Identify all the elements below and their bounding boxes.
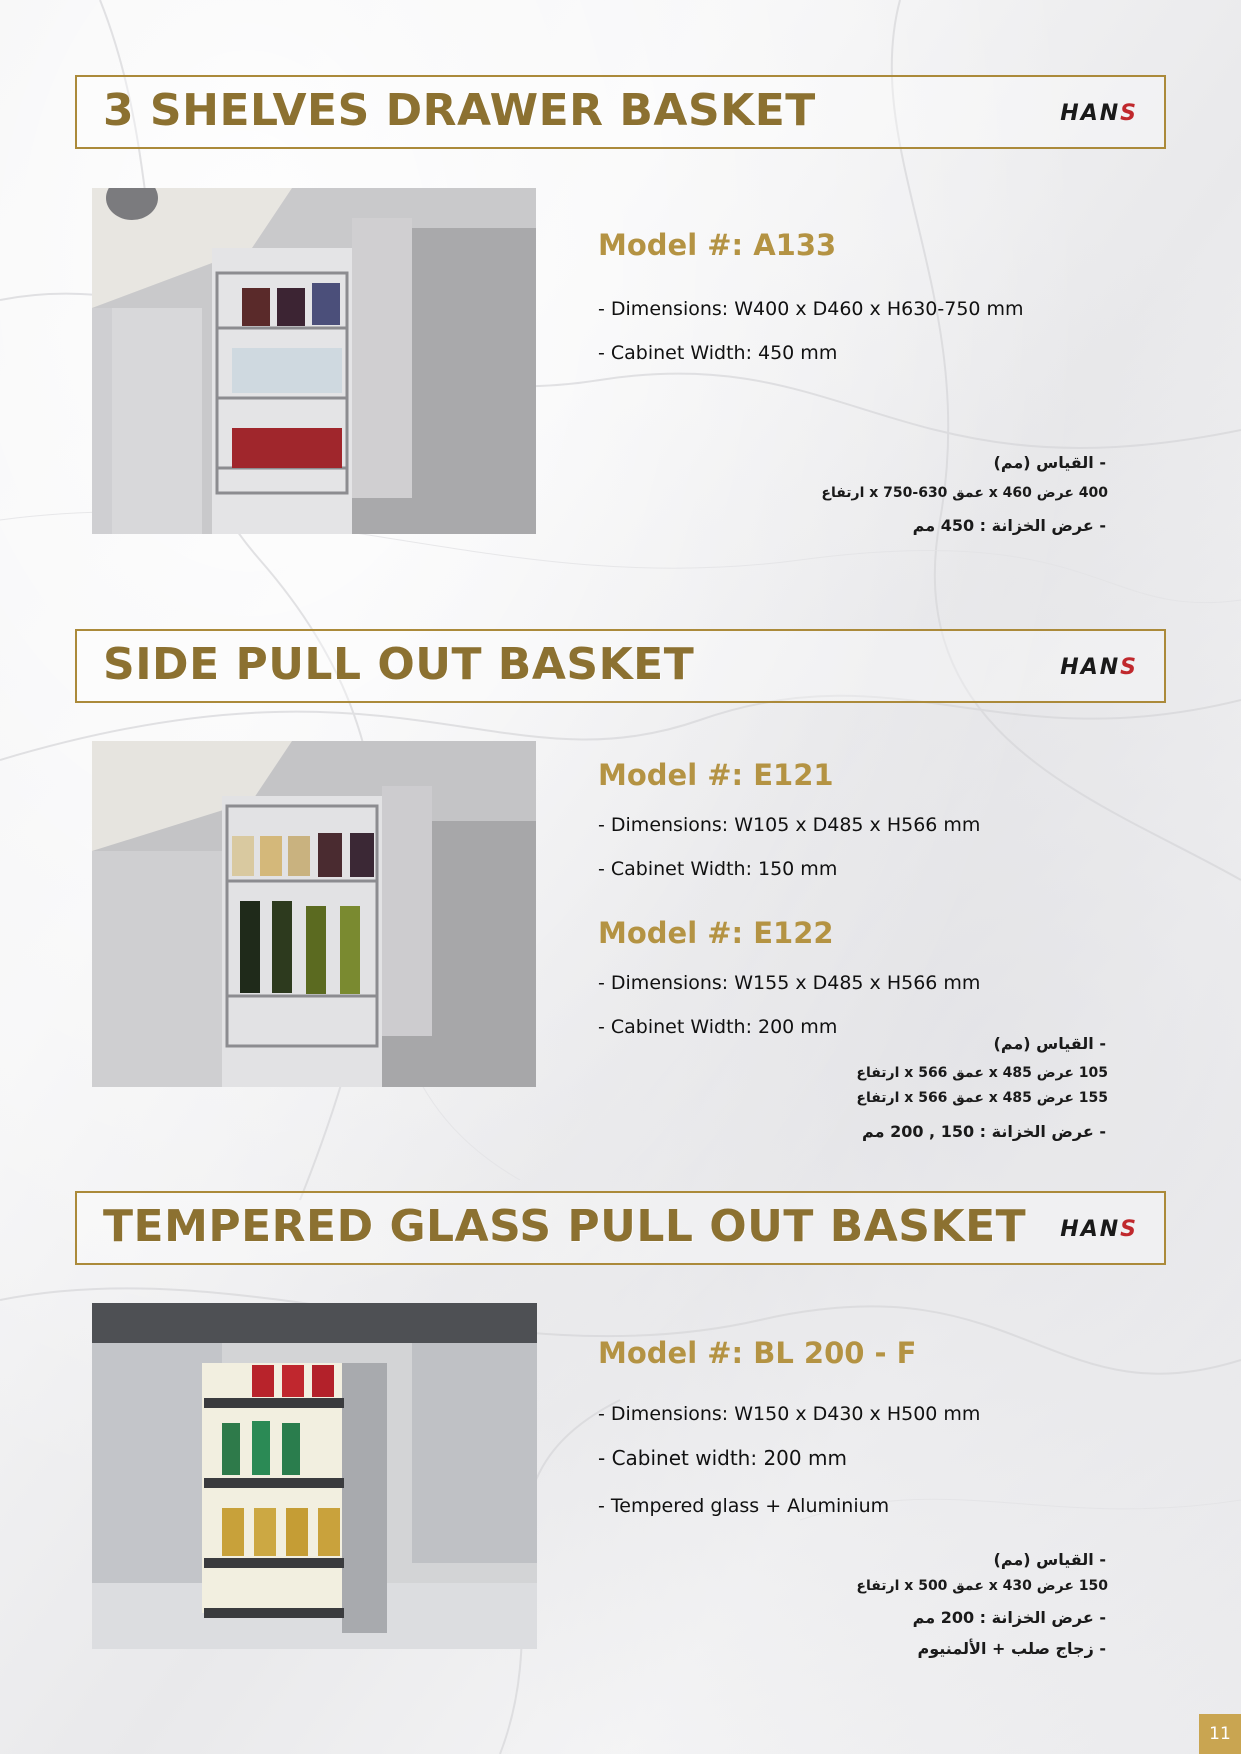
arabic-dimensions: 105 عرض x 485 عمق x 566 ارتفاع — [856, 1065, 1108, 1081]
section-header — [75, 75, 1166, 149]
arabic-material: - زجاج صلب + الألمنيوم — [917, 1639, 1106, 1658]
arabic-dimensions: 400 عرض x 460 عمق x 750-630 ارتفاع — [821, 485, 1108, 501]
spec-dimensions: - Dimensions: W105 x D485 x H566 mm — [598, 814, 981, 836]
spec-dimensions: - Dimensions: W150 x D430 x H500 mm — [598, 1403, 981, 1425]
arabic-heading: - القياس (مم) — [993, 1034, 1106, 1053]
arabic-dimensions: 155 عرض x 485 عمق x 566 ارتفاع — [856, 1090, 1108, 1106]
model-number: Model #: A133 — [598, 228, 837, 262]
spec-dimensions: - Dimensions: W400 x D460 x H630-750 mm — [598, 298, 1024, 320]
hans-logo: HANS — [1060, 655, 1138, 680]
spec-cabinet-width: - Cabinet width: 200 mm — [598, 1446, 847, 1470]
arabic-cabinet-width: - عرض الخزانة : 450 مم — [912, 516, 1106, 535]
section-title: TEMPERED GLASS PULL OUT BASKET — [103, 1201, 1027, 1252]
arabic-heading: - القياس (مم) — [993, 1550, 1106, 1569]
spec-cabinet-width: - Cabinet Width: 200 mm — [598, 1016, 838, 1038]
product-image-side-pull-out — [92, 741, 536, 1087]
arabic-dimensions: 150 عرض x 430 عمق x 500 ارتفاع — [856, 1578, 1108, 1594]
model-number: Model #: E121 — [598, 758, 834, 792]
spec-cabinet-width: - Cabinet Width: 150 mm — [598, 858, 838, 880]
spec-material: - Tempered glass + Aluminium — [598, 1495, 890, 1517]
section-title: SIDE PULL OUT BASKET — [103, 639, 695, 690]
hans-logo: HANS — [1060, 1217, 1138, 1242]
arabic-heading: - القياس (مم) — [993, 453, 1106, 472]
arabic-cabinet-width: - عرض الخزانة : 150 , 200 مم — [862, 1122, 1106, 1141]
spec-cabinet-width: - Cabinet Width: 450 mm — [598, 342, 838, 364]
product-image-glass-pull-out — [92, 1303, 537, 1649]
spec-dimensions: - Dimensions: W155 x D485 x H566 mm — [598, 972, 981, 994]
section-title: 3 SHELVES DRAWER BASKET — [103, 85, 816, 136]
model-number: Model #: E122 — [598, 916, 834, 950]
product-image-drawer-basket — [92, 188, 536, 534]
page-number: 11 — [1199, 1714, 1241, 1754]
arabic-cabinet-width: - عرض الخزانة : 200 مم — [912, 1608, 1106, 1627]
model-number: Model #: BL 200 - F — [598, 1336, 917, 1370]
section-header — [75, 1191, 1166, 1265]
hans-logo: HANS — [1060, 101, 1138, 126]
section-header — [75, 629, 1166, 703]
